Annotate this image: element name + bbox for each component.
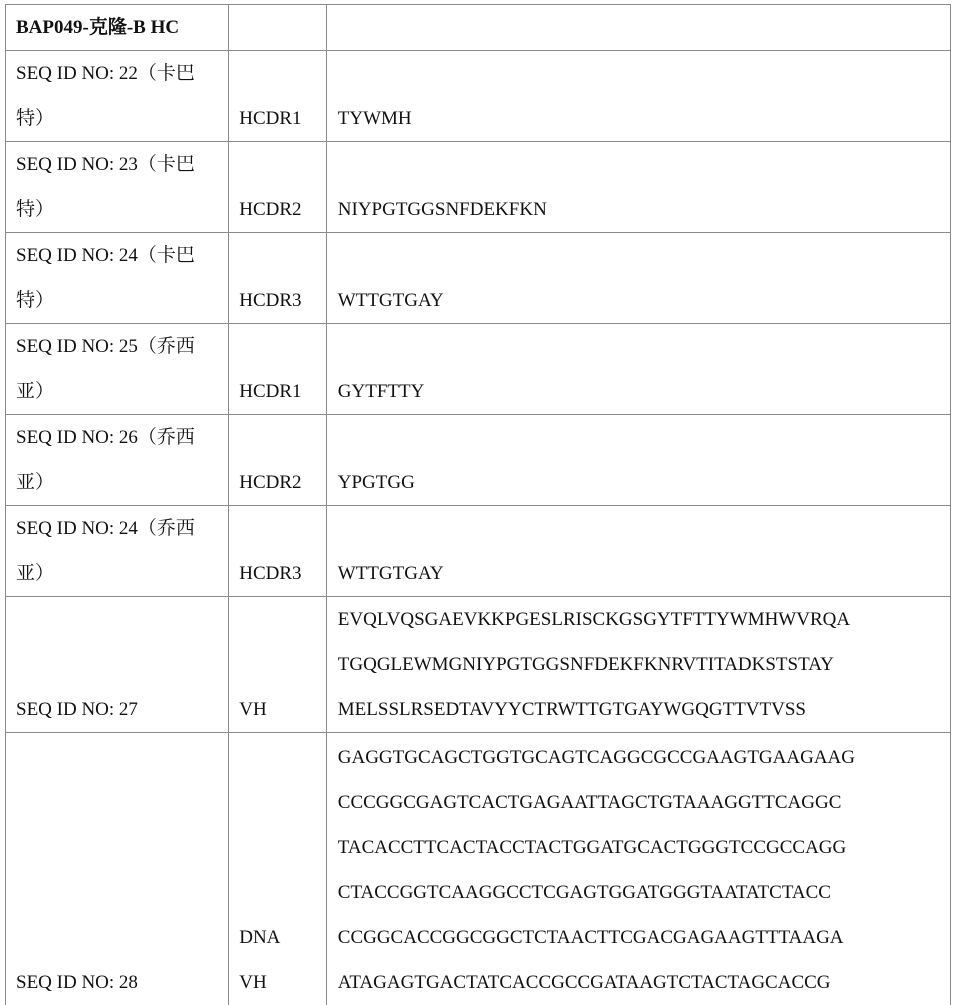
sequence-line: CTACCGGTCAAGGCCTCGAGTGGATGGGTAATATCTACC — [338, 870, 940, 915]
sequence-line: EVQLVQSGAEVKKPGESLRISCKGSGYTFTTYWMHWVRQA — [338, 597, 940, 642]
seq-id-cell — [6, 506, 229, 597]
sequence-cell: GYTFTTY — [326, 324, 950, 415]
sequence-cell: TYWMH — [326, 51, 950, 142]
sequence-line: CCCGGCGAGTCACTGAGAATTAGCTGTAAAGGTTCAGGC — [338, 780, 940, 825]
region-cell: HCDR2 — [229, 142, 327, 233]
seq-id-cell — [6, 324, 229, 415]
sequence-line: MELSSLRSEDTAVYYCTRWTTGTGAYWGQGTTVTVSS — [338, 687, 940, 732]
sequence-line: TGQGLEWMGNIYPGTGGSNFDEKFKNRVTITADKSTSTAY — [338, 642, 940, 687]
table-row-vh — [6, 597, 951, 733]
sequence-cell: NIYPGTGGSNFDEKFKN — [326, 142, 950, 233]
table-row-dna — [6, 733, 951, 1005]
table-row — [6, 324, 951, 415]
region-line: VH — [239, 960, 316, 1005]
table-row — [6, 142, 951, 233]
region-cell: HCDR1 — [229, 324, 327, 415]
seq-id-cell — [6, 415, 229, 506]
sequence-cell: WTTGTGAY — [326, 233, 950, 324]
sequence-cell — [326, 597, 950, 733]
table-header-row — [6, 5, 951, 51]
header-cell-2 — [229, 5, 327, 51]
table-row — [6, 51, 951, 142]
sequence-cell — [326, 733, 950, 1005]
sequence-cell: YPGTGG — [326, 415, 950, 506]
table-title: BAP049-克隆-B HC — [6, 5, 229, 51]
sequence-table — [5, 4, 951, 1005]
region-line: DNA — [239, 915, 316, 960]
seq-id-cell — [6, 142, 229, 233]
seq-id-line: 特） — [16, 96, 218, 141]
seq-id-line: 亚） — [16, 460, 218, 505]
seq-id-line: SEQ ID NO: 26（乔西 — [16, 415, 218, 460]
table-row — [6, 415, 951, 506]
region-cell: HCDR3 — [229, 506, 327, 597]
table-row — [6, 506, 951, 597]
seq-id-cell — [6, 233, 229, 324]
region-cell: VH — [229, 597, 327, 733]
seq-id-cell — [6, 51, 229, 142]
seq-id-line: SEQ ID NO: 24（乔西 — [16, 506, 218, 551]
seq-id-line: 特） — [16, 278, 218, 323]
region-cell — [229, 733, 327, 1005]
region-cell: HCDR1 — [229, 51, 327, 142]
seq-id-cell: SEQ ID NO: 28 — [6, 733, 229, 1005]
sequence-line: TACACCTTCACTACCTACTGGATGCACTGGGTCCGCCAGG — [338, 825, 940, 870]
sequence-line: GAGGTGCAGCTGGTGCAGTCAGGCGCCGAAGTGAAGAAG — [338, 735, 940, 780]
seq-id-cell: SEQ ID NO: 27 — [6, 597, 229, 733]
seq-id-line: 特） — [16, 187, 218, 232]
seq-id-line: SEQ ID NO: 23（卡巴 — [16, 142, 218, 187]
region-cell: HCDR2 — [229, 415, 327, 506]
seq-id-line: SEQ ID NO: 24（卡巴 — [16, 233, 218, 278]
region-cell: HCDR3 — [229, 233, 327, 324]
sequence-line: ATAGAGTGACTATCACCGCCGATAAGTCTACTAGCACCG — [338, 960, 940, 1005]
seq-id-line: SEQ ID NO: 22（卡巴 — [16, 51, 218, 96]
seq-id-line: 亚） — [16, 551, 218, 596]
table-row — [6, 233, 951, 324]
header-cell-3 — [326, 5, 950, 51]
sequence-cell: WTTGTGAY — [326, 506, 950, 597]
seq-id-line: SEQ ID NO: 25（乔西 — [16, 324, 218, 369]
sequence-line: CCGGCACCGGCGGCTCTAACTTCGACGAGAAGTTTAAGA — [338, 915, 940, 960]
seq-id-line: 亚） — [16, 369, 218, 414]
